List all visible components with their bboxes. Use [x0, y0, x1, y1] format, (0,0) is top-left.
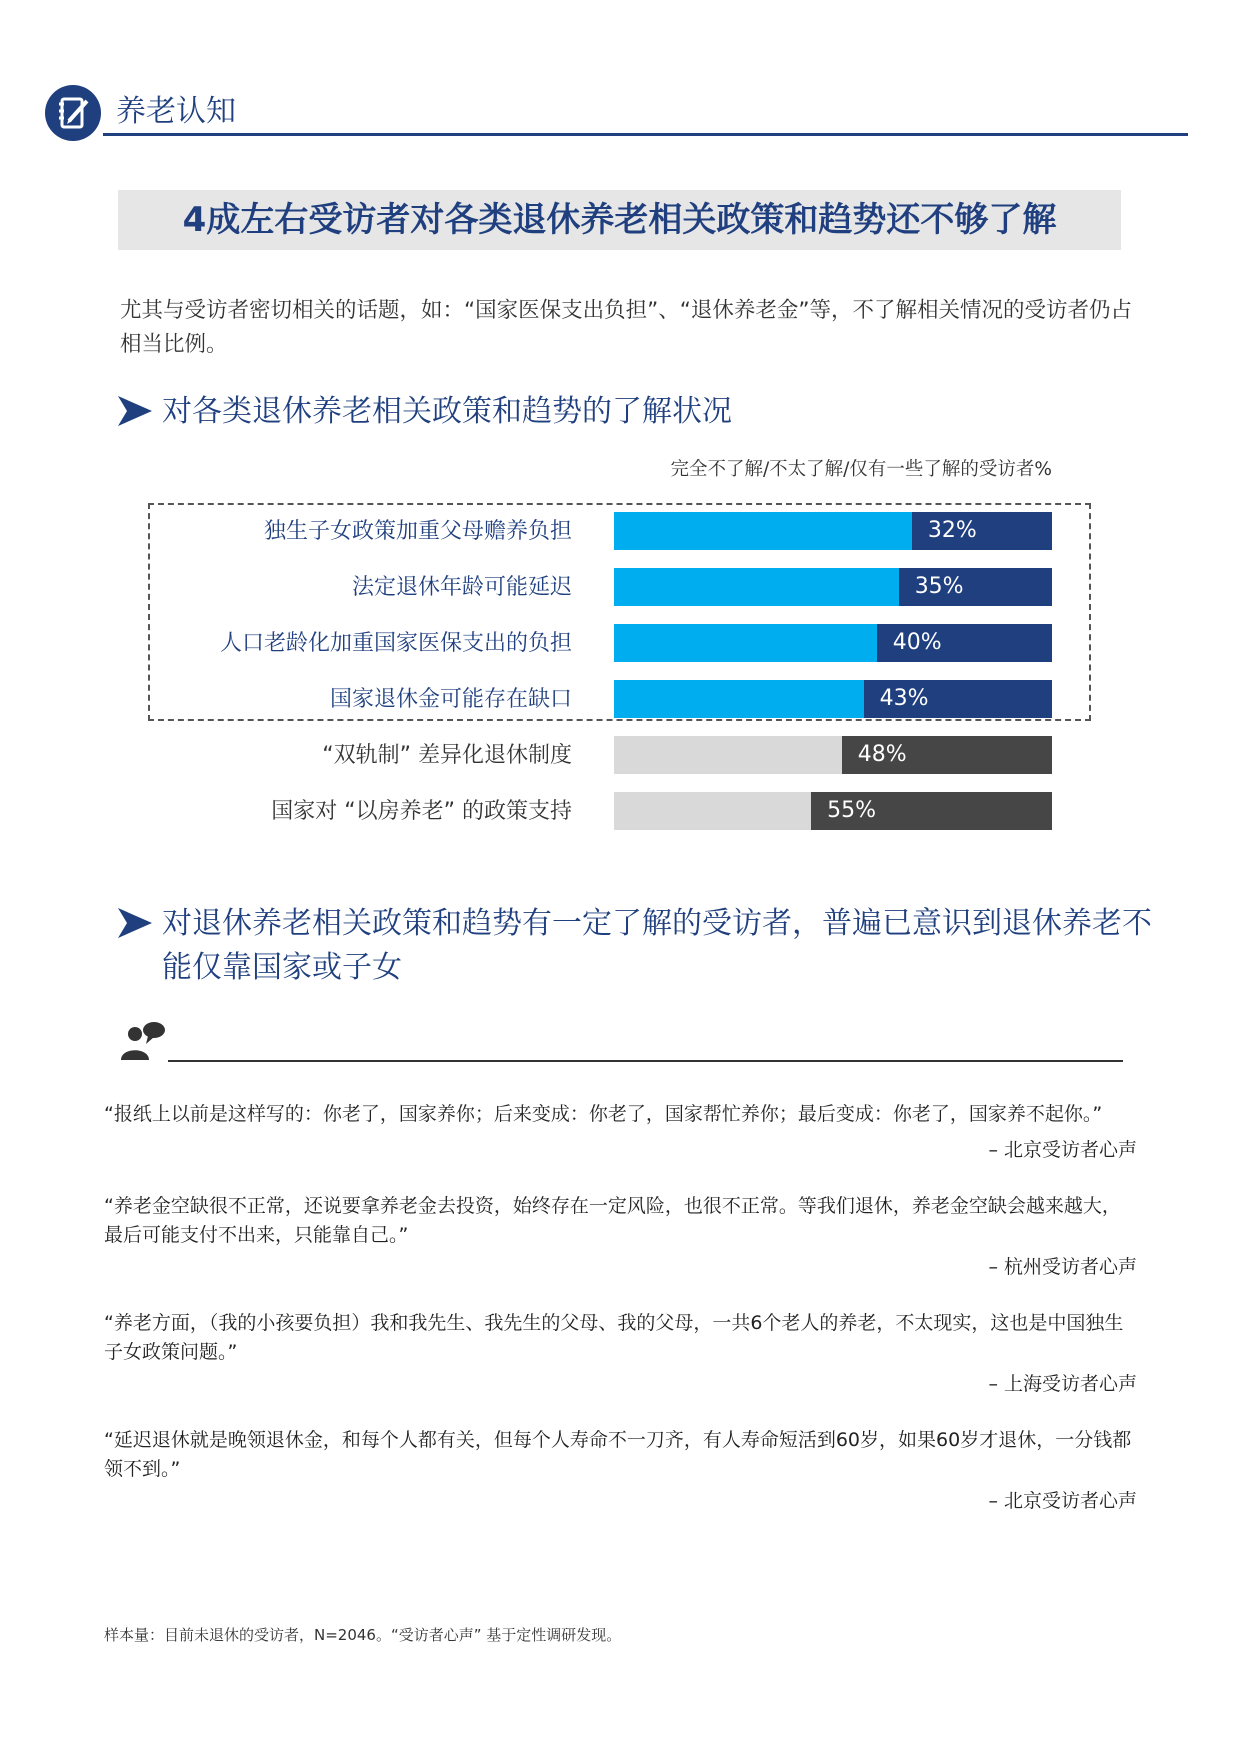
footnote: 样本量：目前未退休的受访者，N=2046。“受访者心声” 基于定性调研发现。 [104, 1626, 622, 1644]
bar-remainder [614, 680, 864, 718]
quote-source: – 北京受访者心声 [988, 1139, 1137, 1161]
bar-category-label: 国家对 “以房养老” 的政策支持 [271, 799, 572, 824]
bar-value-label: 55% [827, 798, 876, 823]
arrow-right-icon [118, 908, 152, 938]
bar-category-label: 人口老龄化加重国家医保支出的负担 [219, 631, 572, 656]
person-speech-icon [118, 1020, 168, 1060]
bar-remainder [614, 512, 912, 550]
quote-text: “养老金空缺很不正常，还说要拿养老金去投资，始终存在一定风险，也很不正常。等我们退休，养老金空缺会越来越大，最后可能支付不出来，只能靠自己。” [104, 1195, 1121, 1246]
bar-value-label: 48% [857, 742, 907, 767]
bar-remainder [614, 736, 842, 774]
bar-value-label: 32% [927, 518, 977, 543]
bar-row [614, 624, 1052, 662]
headline: 4成左右受访者对各类退休养老相关政策和趋势还不够了解 [182, 200, 1057, 240]
bar-remainder [614, 624, 877, 662]
bar-category-label: 法定退休年龄可能延迟 [351, 575, 572, 600]
quote-source: – 北京受访者心声 [988, 1490, 1137, 1512]
bar-category-label: “双轨制” 差异化退休制度 [322, 743, 572, 768]
quote-text: “延迟退休就是晚领退休金，和每个人都有关，但每个人寿命不一刀齐，有人寿命短活到60岁，如果60岁才退休，一分钱都领不到。” [104, 1429, 1132, 1480]
quote-text: “报纸上以前是这样写的：你老了，国家养你；后来变成：你老了，国家帮忙养你；最后变成：你老了，国家养不起你。” [104, 1103, 1103, 1125]
quote-source: – 杭州受访者心声 [988, 1256, 1137, 1278]
header-divider [103, 133, 1188, 136]
section-title-understanding: 对各类退休养老相关政策和趋势的了解状况 [162, 394, 732, 429]
bar-row [614, 568, 1052, 606]
chart-note: 完全不了解/不太了解/仅有一些了解的受访者% [670, 459, 1052, 480]
bar-row [614, 792, 1052, 830]
page-section-title: 养老认知 [116, 94, 236, 129]
bar-value-label: 40% [892, 630, 942, 655]
bar-category-label: 国家退休金可能存在缺口 [329, 687, 572, 712]
bar-row [614, 680, 1052, 718]
bar-remainder [614, 792, 811, 830]
section-title-awareness: 对退休养老相关政策和趋势有一定了解的受访者，普遍已意识到退休养老不能仅靠国家或子女 [162, 906, 1152, 985]
bar-remainder [614, 568, 899, 606]
bar-category-label: 独生子女政策加重父母赡养负担 [263, 519, 572, 544]
bar-value-label: 35% [914, 574, 964, 599]
quote-text: “养老方面，（我的小孩要负担）我和我先生、我先生的父母、我的父母，一共6个老人的养老，不太现实，这也是中国独生子女政策问题。” [104, 1312, 1124, 1363]
quote-source: – 上海受访者心声 [988, 1373, 1137, 1395]
intro-paragraph: 尤其与受访者密切相关的话题，如：“国家医保支出负担”、“退休养老金”等，不了解相关情况的受访者仍占相当比例。 [120, 298, 1133, 357]
notebook-pen-icon [45, 85, 101, 141]
arrow-right-icon [118, 396, 152, 426]
bar-value-label: 43% [879, 686, 929, 711]
bar-row [614, 736, 1052, 774]
quotes-divider [168, 1060, 1123, 1062]
bar-row [614, 512, 1052, 550]
